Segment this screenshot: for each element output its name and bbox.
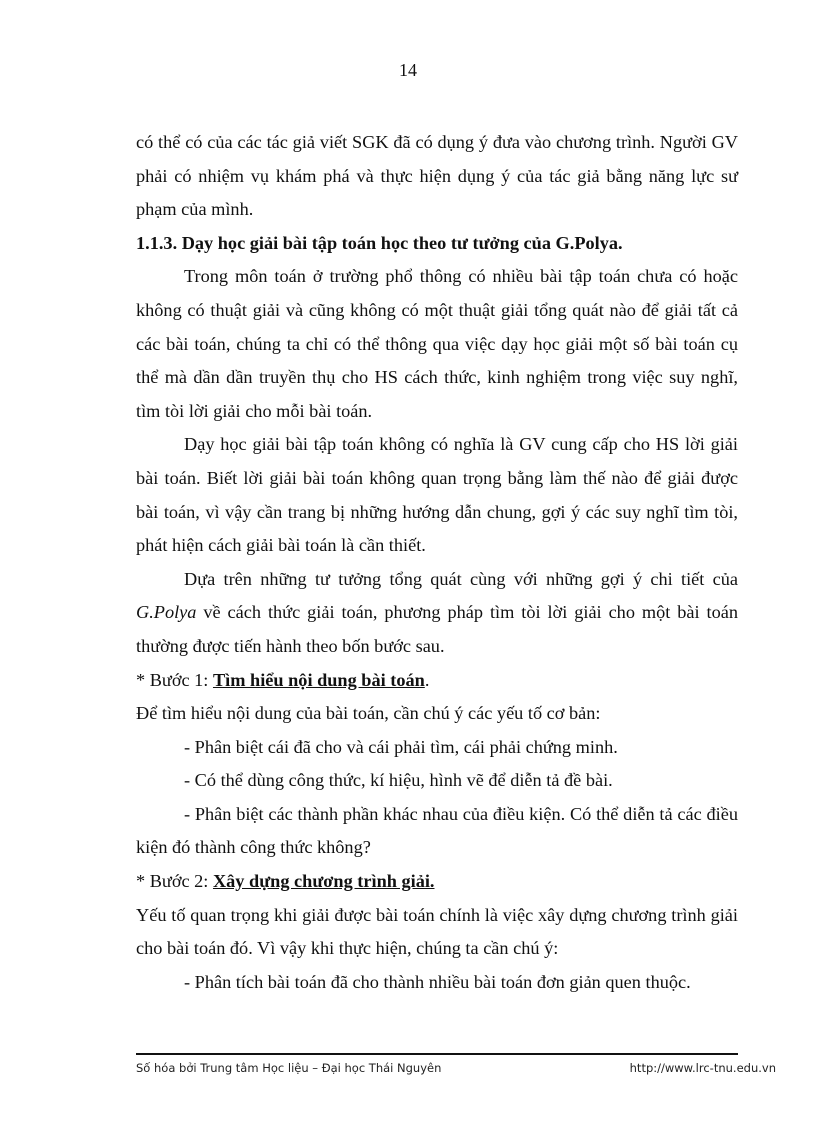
- list-item: - Phân tích bài toán đã cho thành nhiều bài toán đơn giản quen thuộc.: [184, 971, 691, 992]
- step-title: Tìm hiểu nội dung bài toán: [212, 669, 425, 690]
- step-prefix: * Bước 2:: [136, 871, 213, 892]
- paragraph-text: Dựa trên những tư tưởng tổng quát cùng với những gợi ý chi tiết của: [184, 568, 738, 589]
- paragraph: Trong môn toán ở trường phổ thông có nhiều bài tập toán chưa có hoặc không có thuật giải và cũng không có một thuật giải tổng quát nào để giải tất cả các bài toán, chúng ta chỉ có thể thông qua việc dạy học giải một số bài toán cụ thể mà dần dần truyền thụ cho HS cách thức, kinh nghiệm trong việc suy nghĩ, tìm tòi lời giải cho mỗi bài toán.: [136, 266, 738, 421]
- paragraph: Yếu tố quan trọng khi giải được bài toán chính là việc xây dựng chương trình giải cho bài toán đó. Vì vậy khi thực hiện, chúng ta cần chú ý:: [136, 904, 738, 959]
- step-1-heading: [136, 664, 738, 698]
- paragraph: [136, 563, 738, 664]
- paragraph-text: về cách thức giải toán, phương pháp tìm tòi lời giải cho một bài toán thường được tiến hành theo bốn bước sau.: [136, 602, 738, 656]
- footer-url: http://www.lrc-tnu.edu.vn: [629, 1061, 776, 1075]
- paragraph: Dạy học giải bài tập toán không có nghĩa là GV cung cấp cho HS lời giải bài toán. Biết lời giải bài toán không quan trọng bằng làm thế nào để giải được bài toán, vì vậy cần trang bị những hướng dẫn chung, gợi ý các suy nghĩ tìm tòi, phát hiện cách giải bài toán là cần thiết.: [136, 434, 738, 556]
- author-name: G.Polya: [136, 602, 197, 623]
- document-body: [136, 126, 738, 999]
- step-prefix: * Bước 1:: [136, 669, 213, 690]
- footer-credit: Số hóa bởi Trung tâm Học liệu – Đại học Thái Nguyên: [136, 1061, 442, 1075]
- step-suffix: .: [424, 669, 430, 690]
- section-heading: 1.1.3. Dạy học giải bài tập toán học theo tư tưởng của G.Polya.: [136, 232, 623, 253]
- paragraph: có thể có của các tác giả viết SGK đã có dụng ý đưa vào chương trình. Người GV phải có nhiệm vụ khám phá và thực hiện dụng ý của tác giả bằng năng lực sư phạm của mình.: [136, 132, 738, 220]
- list-item: - Phân biệt các thành phần khác nhau của điều kiện. Có thể diễn tả các điều kiện đó thành công thức không?: [136, 803, 738, 858]
- list-item: - Có thể dùng công thức, kí hiệu, hình vẽ để diễn tả đề bài.: [184, 770, 613, 791]
- paragraph: Để tìm hiểu nội dung của bài toán, cần chú ý các yếu tố cơ bản:: [136, 703, 601, 724]
- step-2-heading: [136, 865, 738, 899]
- list-item: - Phân biệt cái đã cho và cái phải tìm, cái phải chứng minh.: [184, 736, 618, 757]
- footer-divider: [136, 1053, 738, 1055]
- step-title: Xây dựng chương trình giải.: [212, 871, 435, 892]
- page-number: 14: [399, 60, 417, 80]
